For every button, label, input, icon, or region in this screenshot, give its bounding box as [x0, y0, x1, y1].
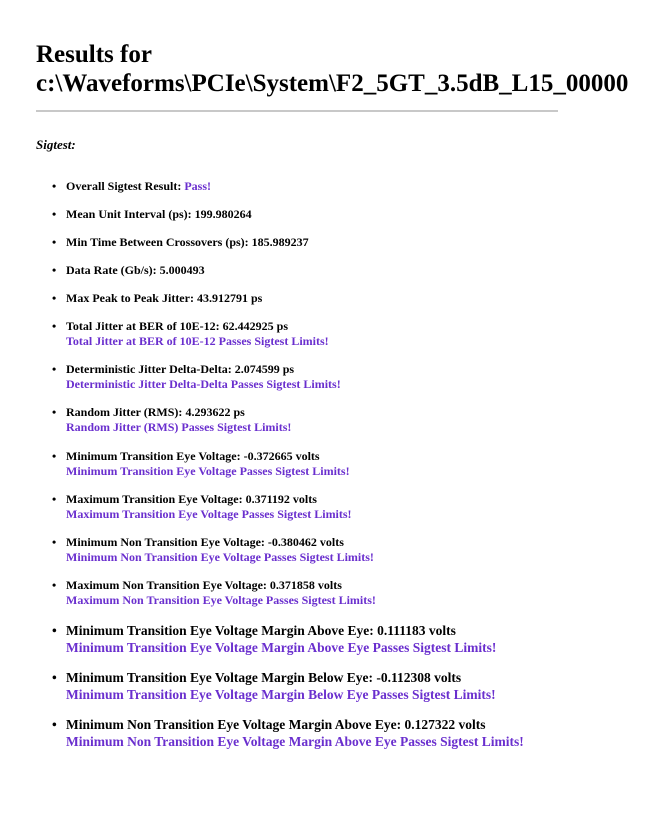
- result-value: 43.912791 ps: [196, 291, 263, 305]
- result-status: Minimum Transition Eye Voltage Margin Above Eye Passes Sigtest Limits!: [66, 640, 497, 655]
- result-status: Maximum Non Transition Eye Voltage Passes Sigtest Limits!: [66, 593, 376, 607]
- result-value: Pass!: [184, 179, 211, 193]
- result-label: Total Jitter at BER of 10E-12:: [66, 319, 220, 333]
- result-value: 62.442925 ps: [222, 319, 288, 333]
- result-label: Mean Unit Interval (ps):: [66, 207, 192, 221]
- bullet: •: [52, 623, 57, 638]
- result-status: Deterministic Jitter Delta-Delta Passes Sigtest Limits!: [66, 377, 341, 391]
- bullet: •: [52, 362, 57, 376]
- bullet: •: [52, 449, 57, 463]
- bullet: •: [52, 492, 57, 506]
- result-label: Data Rate (Gb/s):: [66, 263, 157, 277]
- result-value: -0.112308 volts: [376, 670, 462, 685]
- result-label: Minimum Transition Eye Voltage Margin Below Eye:: [66, 670, 373, 685]
- bullet: •: [52, 405, 57, 419]
- section-label: Sigtest:: [36, 137, 76, 152]
- bullet: •: [52, 235, 57, 249]
- bullet: •: [52, 578, 57, 592]
- bullet: •: [52, 263, 57, 277]
- result-label: Max Peak to Peak Jitter:: [66, 291, 194, 305]
- result-value: 185.989237: [251, 235, 309, 249]
- result-status: Minimum Non Transition Eye Voltage Margin Above Eye Passes Sigtest Limits!: [66, 734, 524, 749]
- result-label: Deterministic Jitter Delta-Delta:: [66, 362, 232, 376]
- bullet: •: [52, 179, 57, 193]
- result-label: Maximum Non Transition Eye Voltage:: [66, 578, 267, 592]
- result-label: Min Time Between Crossovers (ps):: [66, 235, 249, 249]
- result-value: 0.127322 volts: [404, 717, 486, 732]
- bullet: •: [52, 291, 57, 305]
- result-value: 0.111183 volts: [377, 623, 456, 638]
- bullet: •: [52, 717, 57, 732]
- bullet: •: [52, 207, 57, 221]
- result-label: Minimum Non Transition Eye Voltage:: [66, 535, 265, 549]
- result-label: Minimum Non Transition Eye Voltage Margin Above Eye:: [66, 717, 402, 732]
- bullet: •: [52, 319, 57, 333]
- bullet: •: [52, 535, 57, 549]
- result-label: Overall Sigtest Result:: [66, 179, 182, 193]
- result-value: 4.293622 ps: [185, 405, 245, 419]
- bullet: •: [52, 670, 57, 685]
- result-status: Maximum Transition Eye Voltage Passes Sigtest Limits!: [66, 507, 352, 521]
- result-value: 0.371192 volts: [245, 492, 317, 506]
- result-status: Total Jitter at BER of 10E-12 Passes Sigtest Limits!: [66, 334, 329, 348]
- result-value: 2.074599 ps: [234, 362, 295, 376]
- result-value: 5.000493: [159, 263, 205, 277]
- title-file-path: c:\Waveforms\PCIe\System\F2_5GT_3.5dB_L15_00000: [36, 70, 629, 97]
- title-line-1: Results for: [36, 41, 152, 68]
- result-status: Minimum Transition Eye Voltage Margin Below Eye Passes Sigtest Limits!: [66, 687, 496, 702]
- result-value: 0.371858 volts: [269, 578, 342, 592]
- horizontal-rule: [36, 110, 558, 112]
- result-value: -0.372665 volts: [243, 449, 320, 463]
- result-value: 199.980264: [194, 207, 252, 221]
- result-label: Minimum Transition Eye Voltage:: [66, 449, 241, 463]
- result-status: Random Jitter (RMS) Passes Sigtest Limits!: [66, 420, 292, 434]
- result-label: Maximum Transition Eye Voltage:: [66, 492, 243, 506]
- page-title: [36, 40, 628, 98]
- result-label: Random Jitter (RMS):: [66, 405, 183, 419]
- result-value: -0.380462 volts: [267, 535, 344, 549]
- result-label: Minimum Transition Eye Voltage Margin Above Eye:: [66, 623, 374, 638]
- result-status: Minimum Transition Eye Voltage Passes Sigtest Limits!: [66, 464, 350, 478]
- result-status: Minimum Non Transition Eye Voltage Passes Sigtest Limits!: [66, 550, 374, 564]
